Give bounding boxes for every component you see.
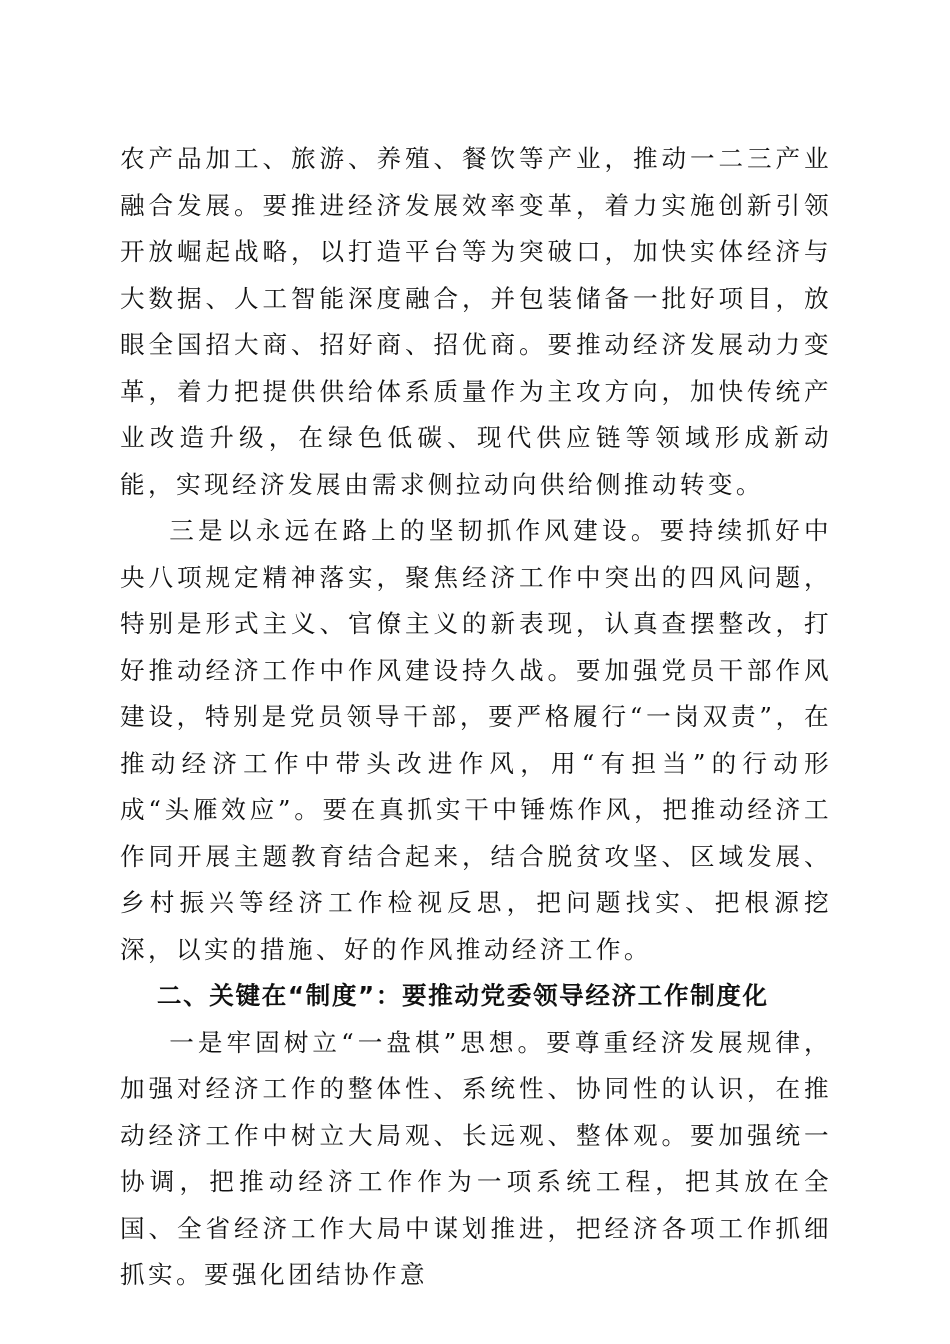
paragraph-style-building: 三是以永远在路上的坚韧抓作风建设。要持续抓好中央八项规定精神落实，聚焦经济工作中突出的四风问题，特别是形式主义、官僚主义的新表现，认真查摆整改，打好推动经济工作中作风建设持久战。要加强党员干部作风建设，特别是党员领导干部，要严格履行“一岗双责”，在推动经济工作中带头改进作风，用“有担当”的行动形成“头雁效应”。要在真抓实干中锤炼作风，把推动经济工作同开展主题教育结合起来，结合脱贫攻坚、区域发展、乡村振兴等经济工作检视反思，把问题找实、把根源挖深，以实的措施、好的作风推动经济工作。 [120, 516, 832, 964]
paragraph-overall-thinking: 一是牢固树立“一盘棋”思想。要尊重经济发展规律，加强对经济工作的整体性、系统性、协同性的认识，在推动经济工作中树立大局观、长远观、整体观。要加强统一协调，把推动经济工作作为一项系统工程，把其放在全国、全省经济工作大局中谋划推进，把经济各项工作抓细抓实。要强化团结协作意 [120, 1027, 832, 1289]
document-body [120, 136, 832, 1299]
section-heading: 二、关键在“制度”：要推动党委领导经济工作制度化 [156, 981, 769, 1010]
paragraph-continuation: 农产品加工、旅游、养殖、餐饮等产业，推动一二三产业融合发展。要推进经济发展效率变革，着力实施创新引领开放崛起战略，以打造平台等为突破口，加快实体经济与大数据、人工智能深度融合，并包装储备一批好项目，放眼全国招大商、招好商、招优商。要推动经济发展动力变革，着力把提供供给体系质量作为主攻方向，加快传统产业改造升级，在绿色低碳、现代供应链等领域形成新动能，实现经济发展由需求侧拉动向供给侧推动转变。 [120, 144, 832, 499]
